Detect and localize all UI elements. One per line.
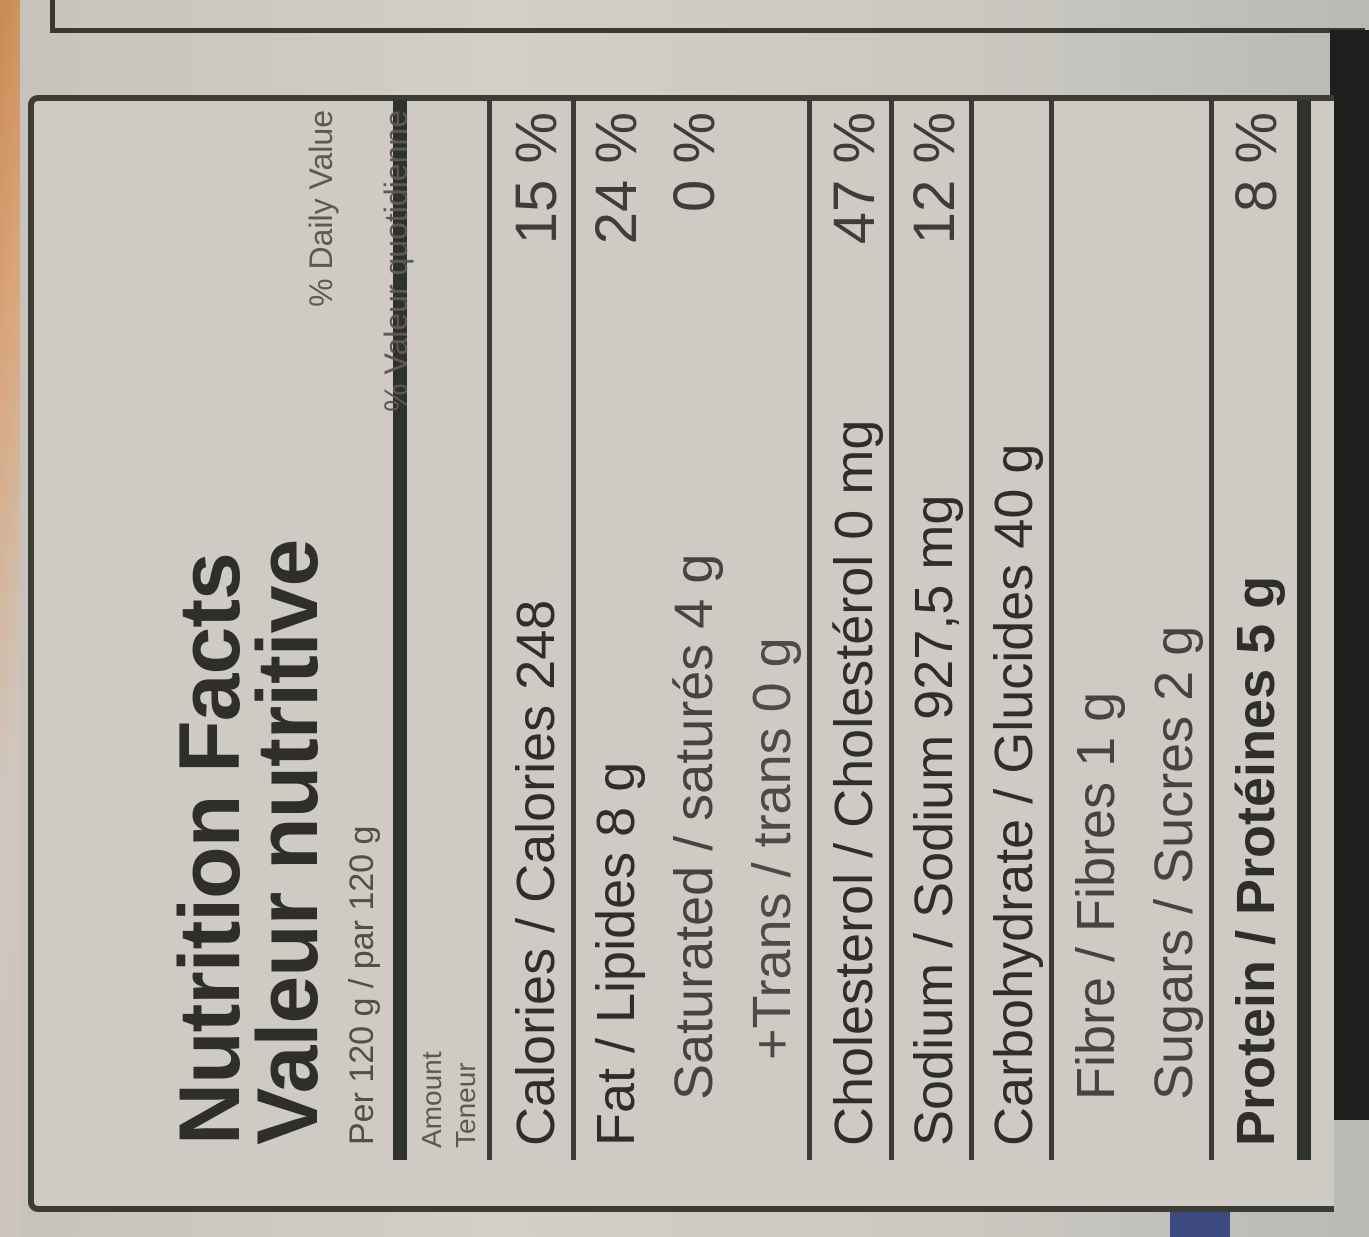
nutrient-amount-fibre: 1 g	[1066, 691, 1126, 767]
nutrient-amount-cholesterol: 0 mg	[824, 419, 884, 540]
nutrient-name-trans: +Trans / trans	[742, 727, 802, 1060]
label-title-fr: Valeur nutritive	[240, 539, 336, 1145]
header-amount-fr: Teneur	[450, 1062, 481, 1148]
nutrient-amount-trans: 0 g	[742, 637, 802, 713]
nutrient-amount-saturated: 4 g	[664, 553, 724, 629]
nutrient-name-fibre: Fibre / Fibres	[1066, 781, 1126, 1100]
nutrient-dv-calories: 15 %	[504, 112, 569, 245]
nutrient-row-sugars	[1133, 100, 1207, 1160]
serving-size: Per 120 g / par 120 g	[343, 825, 381, 1145]
header-amount-en: Amount	[416, 1051, 447, 1148]
nutrient-row-saturated	[653, 100, 727, 1160]
row-divider	[1209, 100, 1214, 1160]
row-divider	[807, 100, 812, 1160]
nutrient-row-calories	[495, 100, 569, 1160]
nutrient-amount-sodium: 927,5 mg	[904, 494, 964, 720]
nutrient-name-cholesterol: Cholesterol / Cholestérol	[824, 554, 884, 1146]
nutrient-dv-sodium: 47 %	[822, 112, 887, 245]
header-daily-value-fr: % Valeur quotidienne	[378, 110, 414, 412]
nutrient-amount-sugars: 2 g	[1144, 625, 1204, 701]
nutrient-row-fibre	[1055, 100, 1129, 1160]
nutrient-row-protein	[1215, 100, 1289, 1160]
nutrient-amount-calories: 248	[506, 599, 566, 690]
thick-rule-bottom	[1297, 100, 1311, 1160]
nutrition-facts-label	[75, 100, 1325, 1160]
nutrient-name-saturated: Saturated / saturés	[664, 643, 724, 1100]
label-title-en: Nutrition Facts	[162, 553, 258, 1145]
nutrient-name-fat: Fat / Lipides	[586, 851, 646, 1146]
nutrient-name-protein: Protein / Protéines	[1226, 668, 1286, 1146]
nutrient-dv-trans: 0 %	[662, 112, 727, 212]
nutrient-amount-protein: 5 g	[1226, 575, 1286, 654]
rule-under-header	[487, 100, 492, 1160]
packaging-dark-stripe	[1330, 30, 1369, 1120]
nutrient-dv-carbohydrate: 12 %	[902, 112, 967, 245]
nutrient-name-sugars: Sugars / Sucres	[1144, 715, 1204, 1100]
nutrient-amount-carbohydrate: 40 g	[984, 443, 1044, 549]
packaging-top-border	[50, 0, 1365, 33]
nutrient-dv-protein: 8 %	[1224, 112, 1289, 212]
nutrient-row-fat	[575, 100, 649, 1160]
nutrient-dv-fat: 24 %	[584, 112, 649, 245]
nutrient-amount-fat: 8 g	[586, 761, 646, 837]
nutrient-name-calories: Calories / Calories	[506, 704, 566, 1146]
nutrient-row-cholesterol	[813, 100, 887, 1160]
row-divider	[1049, 100, 1054, 1160]
nutrient-name-carbohydrate: Carbohydrate / Glucides	[984, 563, 1044, 1146]
nutrient-name-sodium: Sodium / Sodium	[904, 734, 964, 1146]
header-daily-value-en: % Daily Value	[303, 110, 339, 307]
